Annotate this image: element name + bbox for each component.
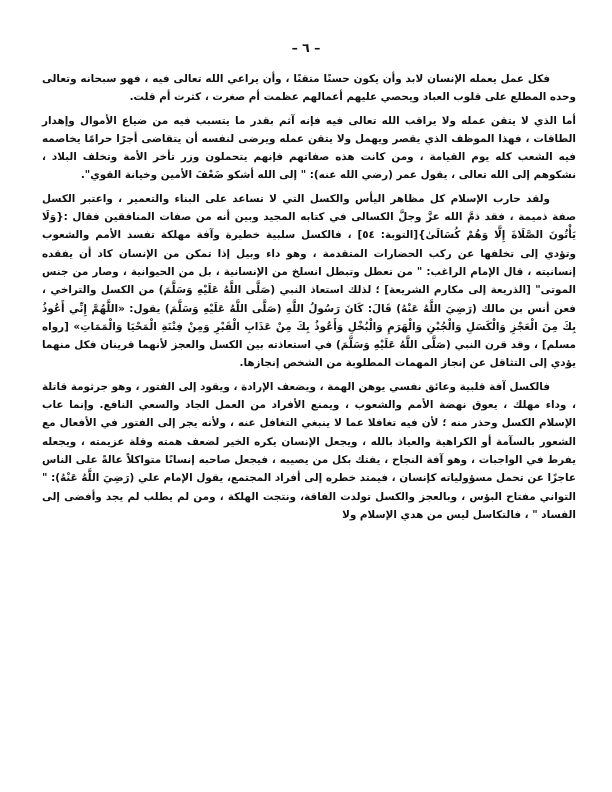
paragraph-1: فكل عمل يعمله الإنسان لابد وأن يكون حسنًا متقنًا ، وأن يراعي الله تعالى فيه ، فهو سبحانه وتعالى وحده المطلع على قلوب العباد ويحصي عليهم أعمالهم عظمت أم صغرت ، كثرت أم قلت. <box>42 73 576 104</box>
body-text <box>42 70 576 529</box>
paragraph-4: فالكسل آفة قلبية وعائق نفسي يوهن الهمة ، ويضعف الإرادة ، ويقود إلى الفتور ، وهو جرثومة قاتلة ، وداء مهلك ، يعوق نهضة الأمم والشعوب ، ويمنع الأفراد من العمل الجاد والسعي النافع. وإنما عاب الإسلام الكسل وحذر منه ؛ لأن فيه تغافلا عما لا ينبغي التغافل عنه ، ولأنه يجر إلى الفتور في الأفعال مع الشعور بالسآمة أو الكراهية والعياذ بالله ، ويجعل الإنسان يكره الخير لضعف همته وقلة عزيمته ، ويجعله يفرط في الواجبات ، وهو آفة النجاح ، يفتك بكل من يصيبه ، فيجعل صاحبه إنسانًا متواكلاً عالةً على الناس عاجزًا عن تحمل مسؤولياته كإنسان ، فيمتد خطره إلى أفراد المجتمع، يقول الإمام علي (رَضِيَ اللَّهُ عَنْهُ): " التواني مفتاح البؤس ، وبالعجز والكسل تولدت الفاقة، ونتجت الهلكة ، ومن لم يطلب لم يجد وأفضى إلى الفساد " ، فالتكاسل ليس من هدي الإسلام ولا <box>42 380 576 521</box>
paragraph-3: ولقد حارب الإسلام كل مظاهر اليأس والكسل التي لا تساعد على البناء والتعمير ، واعتبر الكسل صفة ذميمة ، فقد ذمَّ الله عزَّ وجلَّ الكسالى في كتابه المجيد وبين أنه من صفات المنافقين فقال :{وَلَا يَأْتُونَ الصَّلَاةَ إِلَّا وَهُمْ كُسَالَىٰ}[التوبة: ٥٤] ، فالكسل سلبية خطيرة وآفة مهلكة تفسد الأمم والشعوب وتؤدي إلى تخلفها عن ركب الحضارات المتقدمة ، وهو داء وبيل إذا تمكن من الإنسان كاد أن يفقده إنسانيته ، قال الإمام الراغب: " من تعطل وتبطل انسلخ من الإنسانية ، بل من الحيوانية ، وصار من جنس الموتى" [الذريعة إلى مكارم الشريعة] ؛ لذلك استعاذ النبي (صَلَّى اللَّهُ عَلَيْهِ وَسَلَّمَ) من الكسل والتراخي ، فعن أنس بن مالك (رَضِيَ اللَّهُ عَنْهُ) قَالَ: كَانَ رَسُولُ اللَّهِ (صَلَّى اللَّهُ عَلَيْهِ وَسَلَّمَ) يقول: «اللَّهُمَّ إِنِّي أَعُوذُ بِكَ مِنَ الْعَجْزِ وَالْكَسَلِ وَالْجُبْنِ وَالْهَرَمِ وَالْبُخْلِ وَأَعُوذُ بِكَ مِنْ عَذَابِ الْقَبْرِ وَمِنْ فِتْنَةِ الْمَحْيَا وَالْمَمَاتِ» [رواه مسلم] ، وقد قرن النبي (صَلَّى اللَّهُ عَلَيْهِ وَسَلَّمَ) في استعاذته بين الكسل والعجز لأنهما قرينان فكل منهما يؤدي إلى التثاقل عن إنجاز المهمات المطلوبة من الشخص إنجازها. <box>42 192 576 370</box>
paragraph-2: أما الذي لا يتقن عمله ولا يراقب الله تعالى فيه فإنه آثم بقدر ما يتسبب فيه من ضياع الأموال وإهدار الطاقات ، فهذا الموظف الذي يقصر ويهمل ولا يتقن عمله ويرضى لنفسه أن يتقاضى أجرًا حرامًا يخاصمه فيه الشعب كله يوم القيامة ، ومن كانت هذه صفاتهم فإنهم يتحملون وزر تأخر الأمة وتخلف البلاد ، نشكوهم إلى الله تعالى ، يقول عمر (رضي الله عنه): " إلى الله أشكو ضَعْفَ الأمين وخيانة القوي". <box>42 114 576 182</box>
page-number: – ٦ – <box>291 40 321 55</box>
